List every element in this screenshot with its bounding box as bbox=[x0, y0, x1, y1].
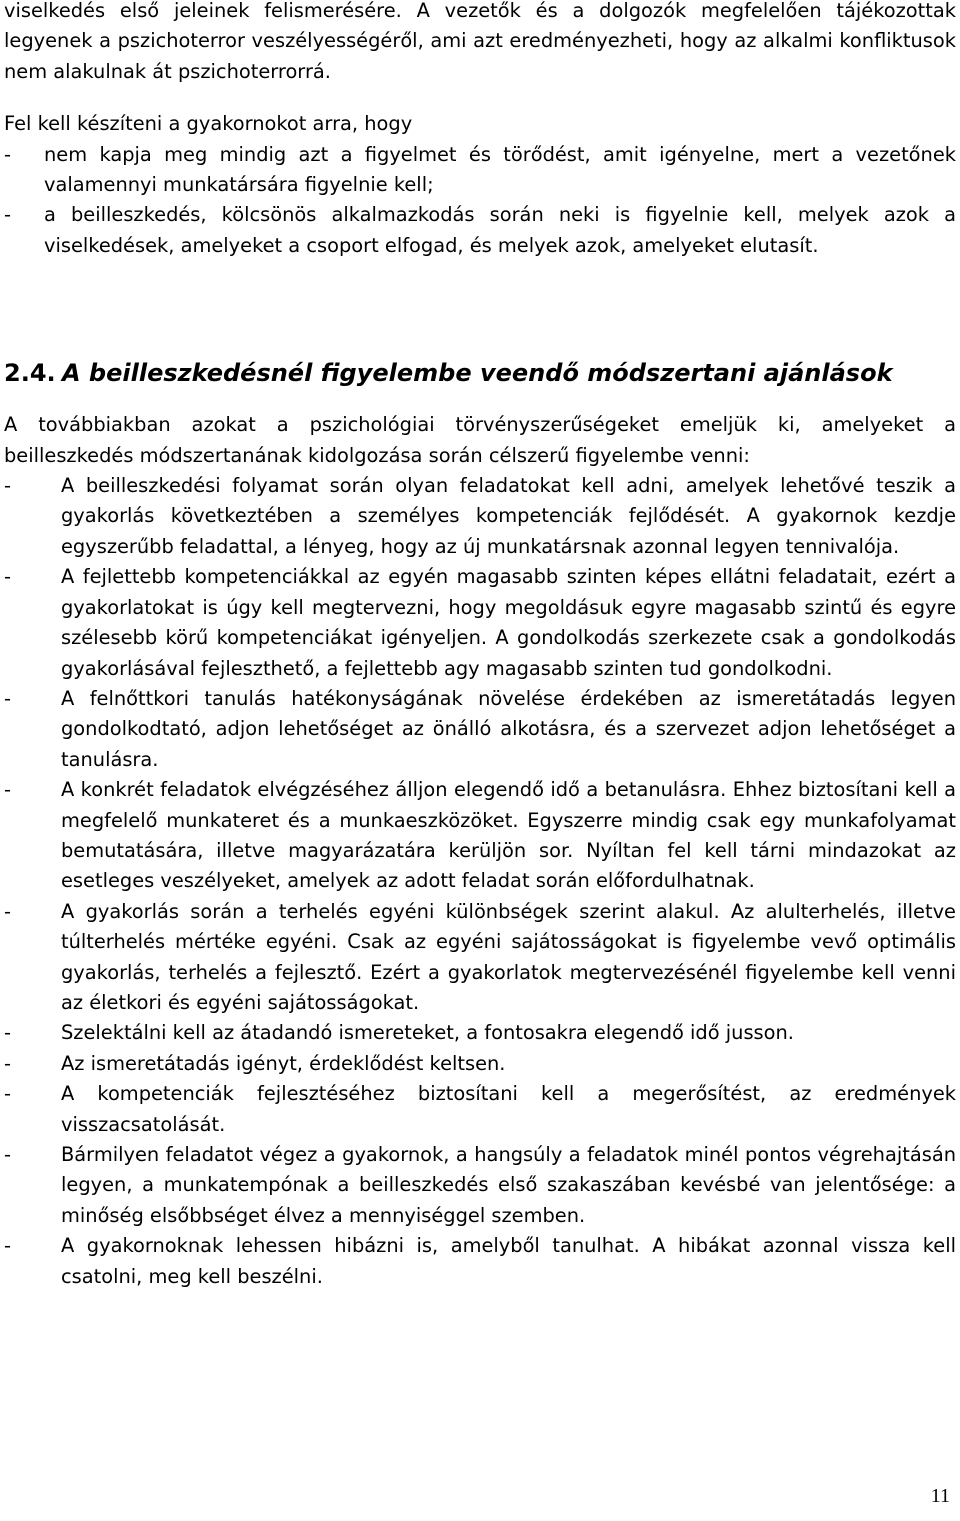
section-heading bbox=[4, 358, 956, 388]
list-item-text: A fejlettebb kompetenciákkal az egyén magasabb szinten képes ellátni feladatait, ezért a gyakorlatokat is úgy kell megtervezni, hogy megoldásuk egyre magasabb szintű és egyre szélesebb körű kompetenciákat igényeljen. A gondolkodás szerkezete csak a gondolkodás gyakorlásával fejleszthető, a fejlettebb agy magasabb szinten tud gondolkodni. bbox=[61, 565, 956, 680]
bullet-dash: - bbox=[4, 1143, 11, 1166]
list-item bbox=[4, 897, 956, 1019]
list-item-text: Szelektálni kell az átadandó ismereteket, a fontosakra elegendő idő jusson. bbox=[61, 1021, 794, 1045]
list-item-text: A beilleszkedési folyamat során olyan feladatokat kell adni, amelyek lehetővé teszik a gyakorlás következtében a személyes kompetenciák fejlődését. A gyakornok kezdje egyszerűbb feladattal, a lényeg, hogy az új munkatársnak azonnal legyen tennivalója. bbox=[61, 474, 956, 558]
list-item bbox=[4, 562, 956, 684]
list-item bbox=[4, 1231, 956, 1292]
preparation-block bbox=[4, 109, 956, 261]
list-item bbox=[4, 1049, 956, 1079]
list-item bbox=[4, 1079, 956, 1140]
list-item-text: A felnőttkori tanulás hatékonyságának növelése érdekében az ismeretátadás legyen gondolkodtató, adjon lehetőséget az önálló alkotásra, és a szervezet adjon lehetőséget a tanulásra. bbox=[61, 686, 956, 771]
list-item-text: Bármilyen feladatot végez a gyakornok, a hangsúly a feladatok minél pontos végrehajtásán legyen, a munkatempónak a beilleszkedés első szakaszában kevésbé van jelentősége: a minőség elsőbbséget élvez a mennyiséggel szemben. bbox=[61, 1143, 956, 1227]
bullet-dash: - bbox=[4, 1082, 11, 1106]
preparation-list bbox=[4, 140, 956, 262]
section-number: 2.4. bbox=[4, 359, 56, 388]
preparation-lead: Fel kell készíteni a gyakornokot arra, hogy bbox=[4, 112, 413, 136]
bullet-dash: - bbox=[4, 142, 11, 166]
document-page bbox=[4, 0, 956, 1292]
list-item bbox=[4, 1140, 956, 1231]
section-intro: A továbbiakban azokat a pszichológiai törvényszerűségeket emeljük ki, amelyeket a beilleszkedés módszertanának kidolgozása során célszerű figyelembe venni: bbox=[4, 413, 956, 467]
recommendations-list bbox=[4, 471, 956, 1292]
bullet-dash: - bbox=[4, 1051, 11, 1075]
list-item bbox=[4, 140, 956, 201]
list-item bbox=[4, 775, 956, 897]
section-title: A beilleszkedésnél figyelembe veendő módszertani ajánlások bbox=[62, 359, 893, 388]
list-item-text: nem kapja meg mindig azt a figyelmet és törődést, amit igényelne, mert a vezetőnek valamennyi munkatársára figyelnie kell; bbox=[44, 142, 956, 197]
bullet-dash: - bbox=[4, 565, 11, 589]
bullet-dash: - bbox=[4, 203, 11, 227]
list-item bbox=[4, 684, 956, 775]
bullet-dash: - bbox=[4, 1021, 11, 1045]
list-item bbox=[4, 471, 956, 562]
list-item bbox=[4, 1018, 956, 1048]
list-item-text: a beilleszkedés, kölcsönös alkalmazkodás során neki is figyelnie kell, melyek azok a viselkedések, amelyeket a csoport elfogad, és melyek azok, amelyeket elutasít. bbox=[44, 203, 956, 257]
top-paragraph: viselkedés első jeleinek felismerésére. A vezetők és a dolgozók megfelelően tájékozottak legyenek a pszichoterror veszélyességéről, ami azt eredményezheti, hogy az alkalmi konfliktusok nem alakulnak át pszichoterrorrá. bbox=[4, 0, 956, 83]
bullet-dash: - bbox=[4, 686, 11, 710]
list-item-text: A konkrét feladatok elvégzéséhez álljon elegendő idő a betanulásra. Ehhez biztosítani kell a megfelelő munkateret és a munkaeszközöket. Egyszerre mindig csak egy munkafolyamat bemutatására, illetve magyarázatára kerüljön sor. Nyíltan fel kell tárni mindazokat az esetleges veszélyeket, amelyek az adott feladat során előfordulhatnak. bbox=[61, 778, 956, 893]
page-number: 11 bbox=[930, 1485, 950, 1507]
list-item-text: A gyakorlás során a terhelés egyéni különbségek szerint alakul. Az alulterhelés, illetve túlterhelés mértéke egyéni. Csak az egyéni sajátosságokat is figyelembe vevő optimális gyakorlás, terhelés a fejlesztő. Ezért a gyakorlatok megtervezésénél figyelembe kell venni az életkori és egyéni sajátosságokat. bbox=[61, 899, 956, 1014]
list-item-text: A gyakornoknak lehessen hibázni is, amelyből tanulhat. A hibákat azonnal vissza kell csatolni, meg kell beszélni. bbox=[61, 1234, 956, 1288]
bullet-dash: - bbox=[4, 899, 11, 923]
bullet-dash: - bbox=[4, 1234, 11, 1258]
bullet-dash: - bbox=[4, 474, 11, 498]
list-item-text: Az ismeretátadás igényt, érdeklődést keltsen. bbox=[61, 1051, 506, 1075]
list-item bbox=[4, 200, 956, 261]
list-item-text: A kompetenciák fejlesztéséhez biztosítani kell a megerősítést, az eredmények visszacsatolását. bbox=[61, 1082, 956, 1136]
bullet-dash: - bbox=[4, 778, 11, 802]
